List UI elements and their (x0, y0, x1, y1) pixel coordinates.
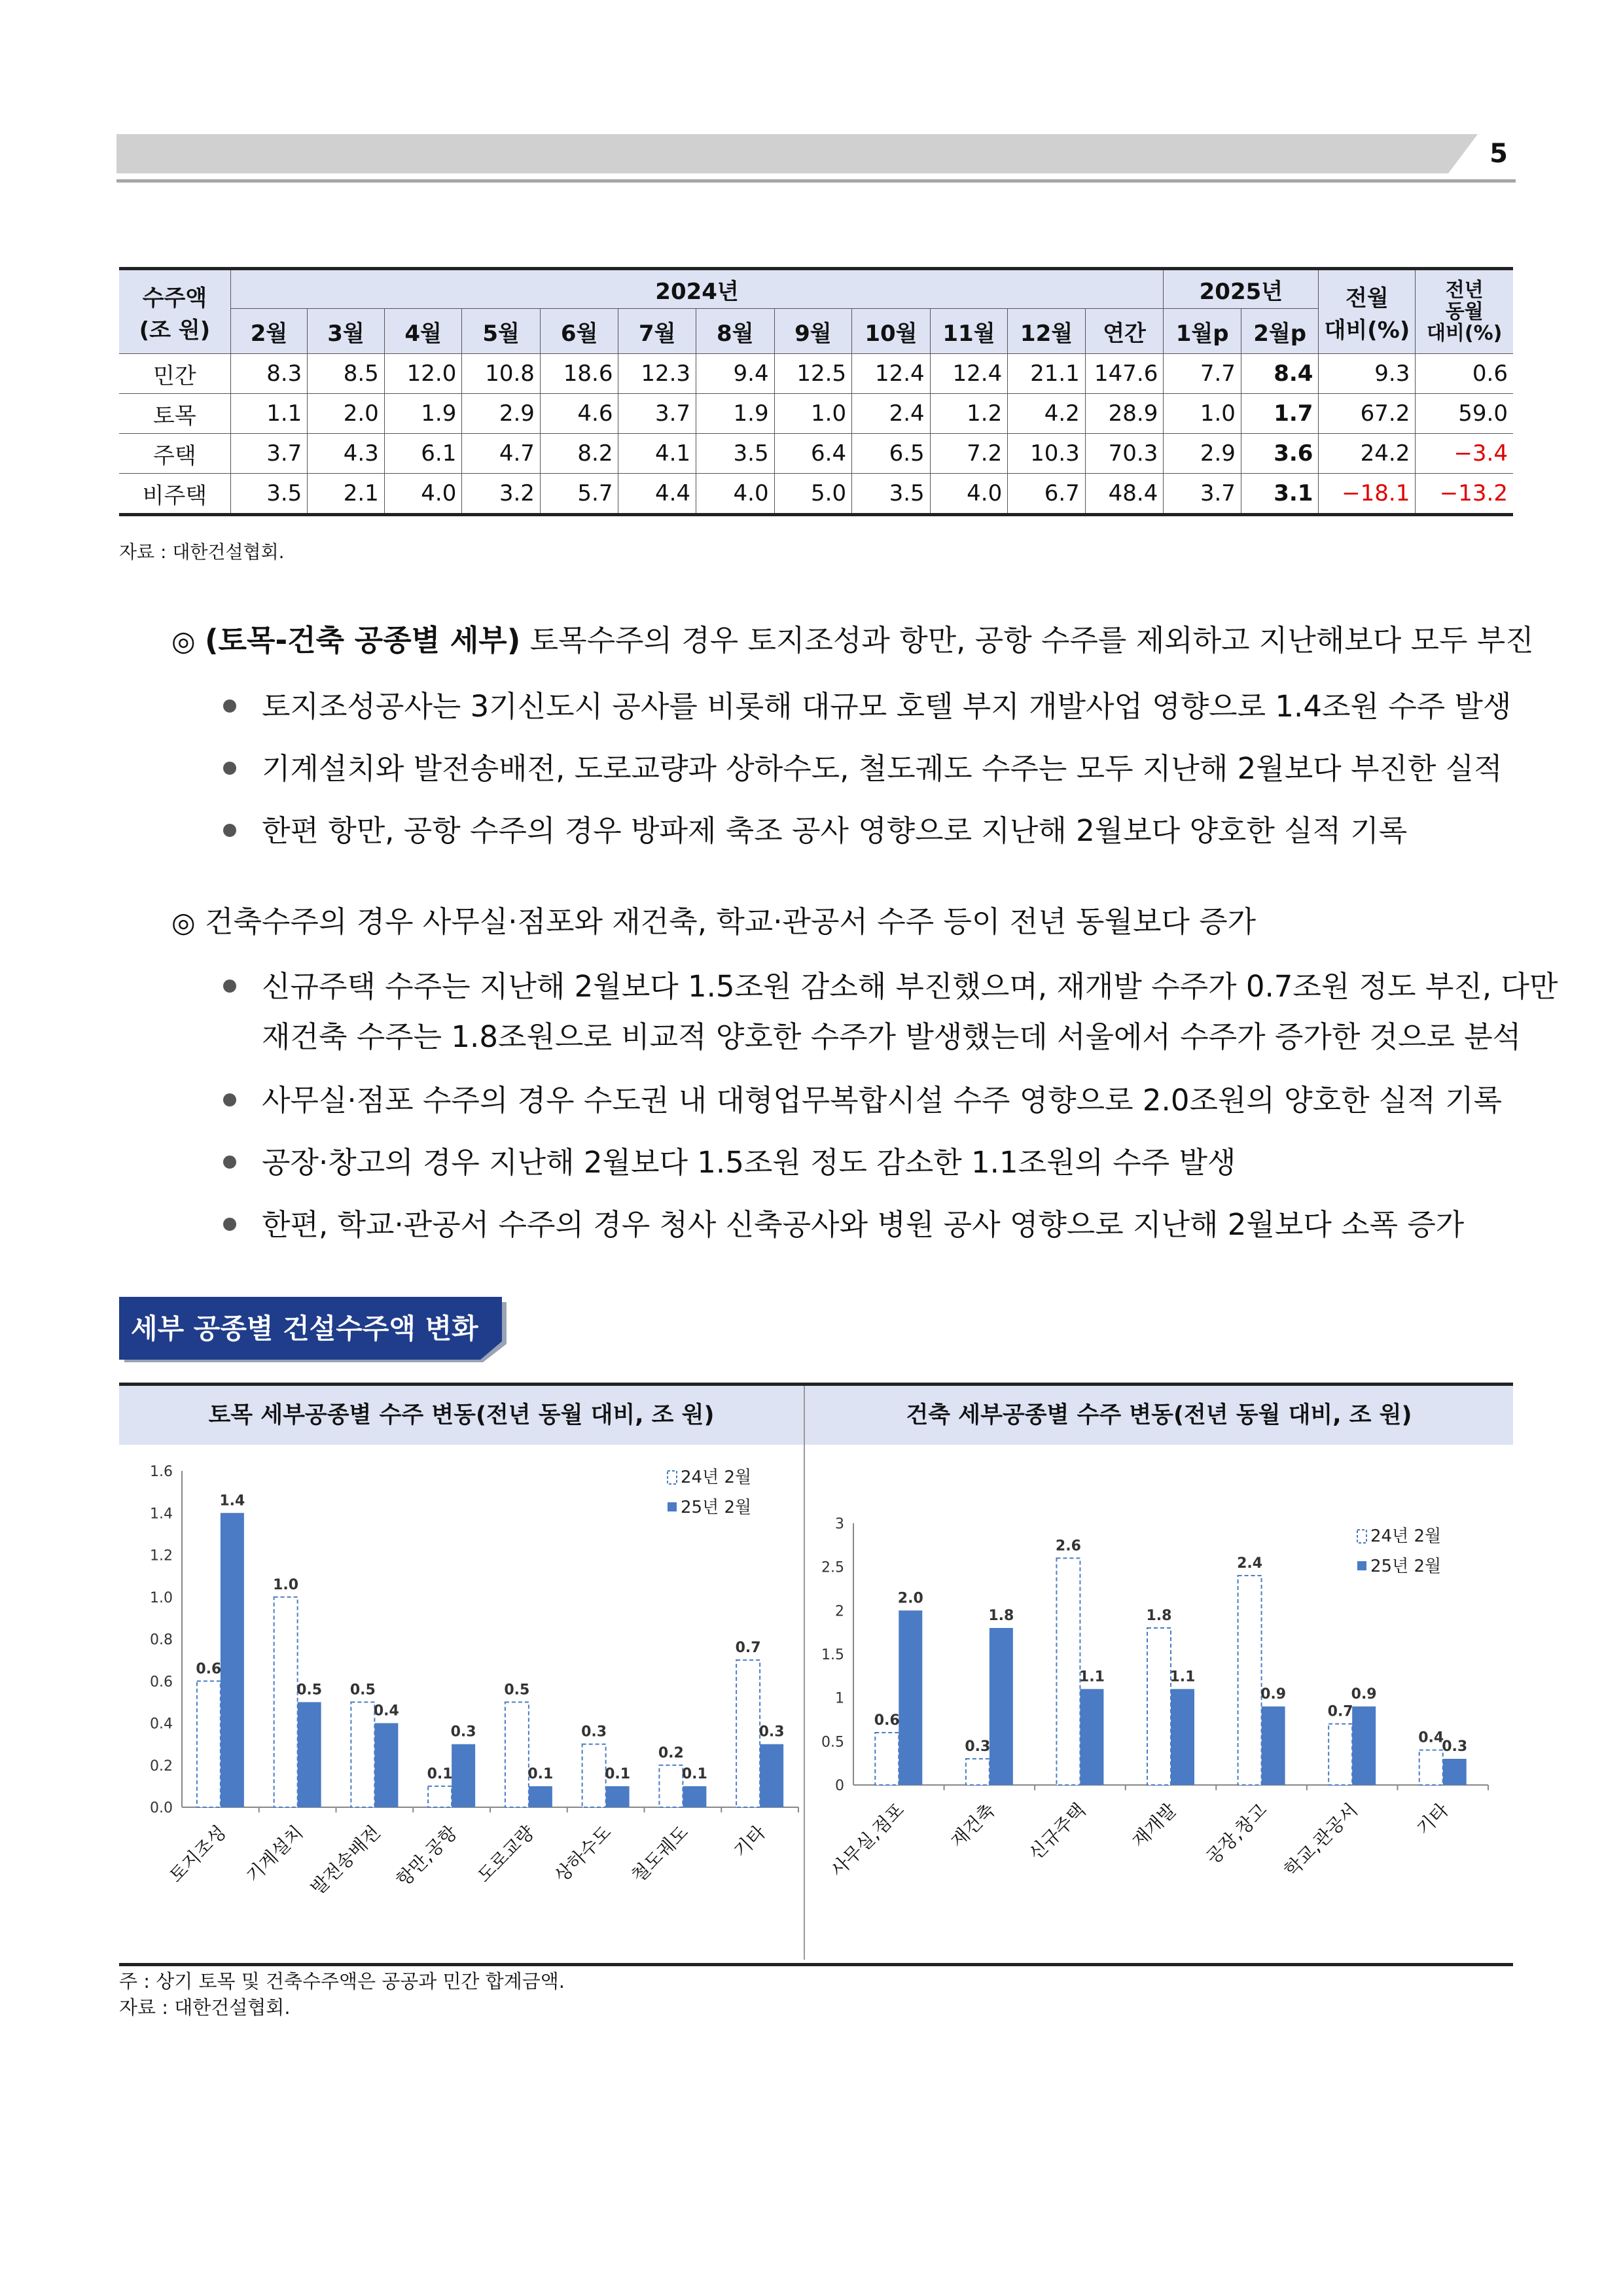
row-label: 주택 (119, 434, 230, 474)
bullet-dot-icon (223, 1093, 236, 1106)
chart-building (808, 1446, 1512, 1956)
y-tick-label: 0 (835, 1778, 844, 1794)
category-label: 신규주택 (1024, 1799, 1090, 1865)
y-tick-label: 3 (835, 1516, 844, 1532)
bar-2025-label: 0.9 (1260, 1686, 1287, 1703)
month-header: 8월 (696, 309, 775, 354)
category-label: 기타 (729, 1821, 770, 1862)
bar-2024-label: 0.5 (504, 1682, 530, 1699)
bar-2025 (374, 1723, 398, 1808)
page-number: 5 (1489, 139, 1508, 169)
category-label: 도로교량 (473, 1821, 539, 1887)
month-header-2025: 1월p (1164, 309, 1241, 354)
category-label: 철도궤도 (627, 1821, 693, 1887)
bar-2024 (428, 1786, 452, 1807)
bar-2025-label: 0.9 (1351, 1686, 1377, 1703)
table-cell: 4.0 (930, 474, 1008, 515)
category-label: 항만,공항 (391, 1821, 462, 1891)
bar-2025 (760, 1744, 783, 1807)
bar-2025 (529, 1786, 552, 1807)
bullet-1-text: 토목수주의 경우 토지조성과 항만, 공항 수주를 제외하고 지난해보다 모두 부진 (520, 623, 1534, 658)
double-circle-icon: ◎ (171, 906, 196, 938)
bar-2024 (736, 1660, 760, 1807)
legend-label-2024: 24년 2월 (681, 1468, 752, 1487)
table-cell: 4.6 (540, 394, 618, 434)
table-cell: 18.6 (540, 354, 618, 394)
bar-2025 (221, 1513, 244, 1807)
table-cell: 10.3 (1008, 434, 1086, 474)
table-cell: 67.2 (1319, 394, 1416, 434)
table-cell: 4.0 (384, 474, 462, 515)
y-tick-label: 1.2 (150, 1547, 173, 1564)
bar-2025-label: 0.3 (758, 1723, 785, 1740)
year-2025-header: 2025년 (1164, 269, 1319, 309)
table-cell: 9.4 (696, 354, 775, 394)
bar-2024 (875, 1733, 899, 1785)
table-row (119, 354, 1513, 394)
y-tick-label: 1.6 (150, 1464, 173, 1480)
section-label: 세부 공종별 건설수주액 변화 (131, 1313, 478, 1345)
table-body (119, 354, 1513, 515)
table-cell: 12.5 (774, 354, 852, 394)
bar-2024-label: 0.7 (1327, 1703, 1353, 1720)
legend-swatch-2025 (668, 1502, 677, 1511)
bullet-2-sub-4: 한편, 학교·관공서 수주의 경우 청사 신축공사와 병원 공사 영향으로 지난해 2월보다 소폭 증가 (262, 1207, 1465, 1242)
mom-header: 전월 대비(%) (1319, 269, 1416, 354)
table-cell: 4.0 (696, 474, 775, 515)
bullet-dot-icon (223, 762, 236, 775)
table-cell: 1.1 (230, 394, 308, 434)
table-cell: 12.0 (384, 354, 462, 394)
bar-2025 (899, 1610, 922, 1785)
table-cell: 3.2 (462, 474, 541, 515)
legend-swatch-2024 (1357, 1530, 1366, 1543)
bar-2025-label: 0.5 (296, 1682, 323, 1699)
table-cell: 6.5 (852, 434, 931, 474)
category-label: 기타 (1412, 1799, 1453, 1840)
table-cell: 12.4 (930, 354, 1008, 394)
bullet-2-sub-2: 사무실·점포 수주의 경우 수도권 내 대형업무복합시설 수주 영향으로 2.0조원의 양호한 실적 기록 (262, 1083, 1503, 1118)
table-cell: 4.7 (462, 434, 541, 474)
month-header: 9월 (774, 309, 852, 354)
table-cell: 3.7 (1164, 474, 1241, 515)
table-cell: 7.7 (1164, 354, 1241, 394)
bullet-2-sub-3: 공장·창고의 경우 지난해 2월보다 1.5조원 정도 감소한 1.1조원의 수주 발생 (262, 1145, 1236, 1180)
table-cell: 2.0 (308, 394, 385, 434)
table-row (119, 474, 1513, 515)
bar-2024-label: 0.3 (965, 1739, 991, 1755)
table-cell: 2.4 (852, 394, 931, 434)
table-cell: 5.0 (774, 474, 852, 515)
row-label: 비주택 (119, 474, 230, 515)
y-tick-label: 2.5 (821, 1559, 844, 1576)
month-header: 10월 (852, 309, 931, 354)
y-tick-label: 1.5 (821, 1647, 844, 1663)
table-cell: 48.4 (1085, 474, 1164, 515)
bar-2024 (1056, 1558, 1080, 1785)
bar-2025 (298, 1702, 321, 1807)
bar-2024 (1329, 1724, 1352, 1785)
bar-2024-label: 2.4 (1237, 1555, 1263, 1572)
chart-civil (124, 1446, 802, 1956)
table-cell: 8.5 (308, 354, 385, 394)
y-tick-label: 1.0 (150, 1589, 173, 1606)
bullet-dot-icon (223, 824, 236, 837)
bullet-dot-icon (223, 1218, 236, 1231)
bar-2025 (990, 1628, 1013, 1785)
month-header: 3월 (308, 309, 385, 354)
month-header: 4월 (384, 309, 462, 354)
table-cell: 3.5 (230, 474, 308, 515)
bar-2025 (1080, 1689, 1103, 1785)
y-tick-label: 0.5 (821, 1734, 844, 1751)
bullet-2-sub-1b: 재건축 수주는 1.8조원으로 비교적 양호한 수주가 발생했는데 서울에서 수주가 증가한 것으로 분석 (262, 1019, 1522, 1054)
bar-2025 (683, 1786, 706, 1807)
table-cell: 4.2 (1008, 394, 1086, 434)
table-cell: 8.2 (540, 434, 618, 474)
bar-2025-label: 1.1 (1169, 1669, 1196, 1686)
table-cell: 70.3 (1085, 434, 1164, 474)
bar-2024-label: 0.2 (658, 1744, 684, 1761)
bar-2025-label: 1.4 (219, 1492, 245, 1510)
table-cell: 24.2 (1319, 434, 1416, 474)
year-2024-header: 2024년 (230, 269, 1164, 309)
note-2: 자료 : 대한건설협회. (119, 1996, 291, 2019)
y-tick-label: 1 (835, 1690, 844, 1707)
bar-2024 (966, 1759, 990, 1785)
bar-2024-label: 1.0 (273, 1576, 299, 1593)
table-cell: 1.2 (930, 394, 1008, 434)
table-row (119, 394, 1513, 434)
bar-2025-label: 0.3 (1442, 1739, 1468, 1755)
bar-2024 (351, 1702, 374, 1807)
bar-2025 (1443, 1759, 1467, 1785)
bar-2025 (1352, 1706, 1376, 1785)
row-label: 토목 (119, 394, 230, 434)
double-circle-icon: ◎ (171, 625, 196, 657)
category-label: 공장,창고 (1202, 1799, 1272, 1869)
bar-2025-label: 2.0 (897, 1590, 923, 1607)
table-cell: 3.5 (696, 434, 775, 474)
bullet-dot-icon (223, 1156, 236, 1169)
left-chart-title: 토목 세부공종별 수주 변동(전년 동월 대비, 조 원) (119, 1386, 804, 1445)
bar-2024 (505, 1702, 529, 1807)
table-cell: 2.1 (308, 474, 385, 515)
y-tick-label: 1.4 (150, 1506, 173, 1523)
header-band (116, 134, 1478, 173)
table-cell: 4.1 (618, 434, 696, 474)
bullet-1-heading: (토목-건축 공종별 세부) (204, 623, 521, 658)
table-cell: 12.4 (852, 354, 931, 394)
bar-2025-label: 0.1 (681, 1765, 707, 1782)
month-header: 연간 (1085, 309, 1164, 354)
table-cell: 2.9 (1164, 434, 1241, 474)
table-cell: 6.7 (1008, 474, 1086, 515)
bar-2024 (1238, 1576, 1262, 1785)
category-label: 발전송배전 (306, 1821, 385, 1899)
legend-swatch-2024 (668, 1471, 677, 1484)
bar-2025-label: 0.3 (450, 1723, 476, 1740)
table-cell: 3.1 (1241, 474, 1319, 515)
table-cell: 8.4 (1241, 354, 1319, 394)
header-rule (116, 179, 1516, 183)
bullet-1-sub-2: 기계설치와 발전송배전, 도로교량과 상하수도, 철도궤도 수주는 모두 지난해 2월보다 부진한 실적 (262, 751, 1503, 786)
table-cell: 3.5 (852, 474, 931, 515)
bar-2024-label: 0.1 (427, 1765, 453, 1782)
month-header: 7월 (618, 309, 696, 354)
table-row (119, 434, 1513, 474)
bar-2024-label: 0.3 (581, 1723, 607, 1740)
bullet-2 (171, 903, 1256, 942)
bar-2024 (1147, 1628, 1171, 1785)
bar-2024 (659, 1765, 683, 1807)
table-cell: 21.1 (1008, 354, 1086, 394)
bar-2024 (1419, 1750, 1443, 1785)
bullet-1-sub-3: 한편 항만, 공항 수주의 경우 방파제 축조 공사 영향으로 지난해 2월보다 양호한 실적 기록 (262, 813, 1408, 848)
month-header: 12월 (1008, 309, 1086, 354)
bar-2025-label: 0.4 (373, 1703, 399, 1720)
bullet-2-text: 건축수주의 경우 사무실·점포와 재건축, 학교·관공서 수주 등이 전년 동월보다 증가 (204, 904, 1257, 939)
bar-2025-label: 1.8 (988, 1608, 1014, 1624)
bar-2024-label: 0.4 (1418, 1729, 1444, 1746)
y-tick-label: 2 (835, 1603, 844, 1620)
month-header: 5월 (462, 309, 541, 354)
bar-2025 (1171, 1689, 1194, 1785)
table-cell: 1.9 (384, 394, 462, 434)
table-cell: −18.1 (1319, 474, 1416, 515)
table-source: 자료 : 대한건설협회. (119, 541, 285, 563)
category-label: 재건축 (946, 1799, 999, 1852)
category-label: 재개발 (1128, 1799, 1181, 1852)
chart-divider (804, 1386, 805, 1960)
table-cell: 0.6 (1416, 354, 1513, 394)
table-cell: 9.3 (1319, 354, 1416, 394)
category-label: 사무실,점포 (826, 1799, 909, 1881)
table-cell: 3.7 (618, 394, 696, 434)
bar-2024 (274, 1597, 298, 1807)
y-tick-label: 0.4 (150, 1716, 173, 1733)
table-cell: 3.7 (230, 434, 308, 474)
category-label: 학교,관공서 (1279, 1799, 1363, 1881)
bar-2024-label: 1.8 (1146, 1608, 1172, 1624)
legend-label-2024: 24년 2월 (1370, 1527, 1442, 1546)
bar-2025-label: 1.1 (1079, 1669, 1105, 1686)
note-1: 주 : 상기 토목 및 건축수주액은 공공과 민간 합계금액. (119, 1970, 565, 1992)
bullet-dot-icon (223, 699, 236, 713)
bar-2025 (1262, 1706, 1285, 1785)
legend-label-2025: 25년 2월 (1370, 1557, 1442, 1576)
table-cell: 4.3 (308, 434, 385, 474)
y-tick-label: 0.8 (150, 1632, 173, 1648)
legend-label-2025: 25년 2월 (681, 1498, 752, 1517)
table-cell: 1.0 (1164, 394, 1241, 434)
table-cell: 12.3 (618, 354, 696, 394)
table-cell: 4.4 (618, 474, 696, 515)
table-cell: 10.8 (462, 354, 541, 394)
bar-2024-label: 0.5 (349, 1682, 376, 1699)
bullet-1-sub-1: 토지조성공사는 3기신도시 공사를 비롯해 대규모 호텔 부지 개발사업 영향으로 1.4조원 수주 발생 (262, 689, 1512, 724)
category-label: 토지조성 (164, 1821, 230, 1887)
bar-2025-label: 0.1 (605, 1765, 631, 1782)
bar-2025 (452, 1744, 475, 1807)
y-tick-label: 0.0 (150, 1800, 173, 1816)
table-cell: 6.1 (384, 434, 462, 474)
bar-2024 (197, 1681, 221, 1807)
y-tick-label: 0.6 (150, 1674, 173, 1691)
row-header-label: 수주액 (조 원) (119, 269, 230, 354)
bullet-1 (171, 622, 1534, 660)
bar-2024-label: 0.6 (196, 1661, 222, 1678)
month-header: 6월 (540, 309, 618, 354)
month-header: 2월 (230, 309, 308, 354)
month-header-2025: 2월p (1241, 309, 1319, 354)
orders-table (119, 267, 1513, 516)
bar-2025 (606, 1786, 630, 1807)
legend-swatch-2025 (1357, 1561, 1366, 1570)
bar-2024-label: 0.7 (735, 1640, 761, 1657)
table-cell: 3.6 (1241, 434, 1319, 474)
bar-2024-label: 2.6 (1055, 1538, 1081, 1555)
table-cell: 1.0 (774, 394, 852, 434)
bullet-dot-icon (223, 980, 236, 993)
table-cell: −13.2 (1416, 474, 1513, 515)
right-chart-title: 건축 세부공종별 수주 변동(전년 동월 대비, 조 원) (805, 1386, 1513, 1445)
table-cell: 28.9 (1085, 394, 1164, 434)
category-label: 상하수도 (550, 1821, 616, 1887)
table-cell: 59.0 (1416, 394, 1513, 434)
bullet-2-sub-1a: 신규주택 수주는 지난해 2월보다 1.5조원 감소해 부진했으며, 재개발 수주가 0.7조원 정도 부진, 다만 (262, 969, 1558, 1004)
y-tick-label: 0.2 (150, 1757, 173, 1775)
category-label: 기계설치 (241, 1821, 308, 1887)
table-cell: 8.3 (230, 354, 308, 394)
table-cell: 6.4 (774, 434, 852, 474)
table-cell: 1.7 (1241, 394, 1319, 434)
bar-2024-label: 0.6 (874, 1712, 900, 1729)
bar-2024 (582, 1744, 606, 1807)
table-cell: 7.2 (930, 434, 1008, 474)
table-cell: −3.4 (1416, 434, 1513, 474)
table-cell: 5.7 (540, 474, 618, 515)
row-label: 민간 (119, 354, 230, 394)
table-cell: 1.9 (696, 394, 775, 434)
yoy-header: 전년 동월 대비(%) (1416, 269, 1513, 354)
table-cell: 2.9 (462, 394, 541, 434)
table-cell: 147.6 (1085, 354, 1164, 394)
month-header-row (119, 309, 1513, 354)
bar-2025-label: 0.1 (527, 1765, 554, 1782)
month-header: 11월 (930, 309, 1008, 354)
